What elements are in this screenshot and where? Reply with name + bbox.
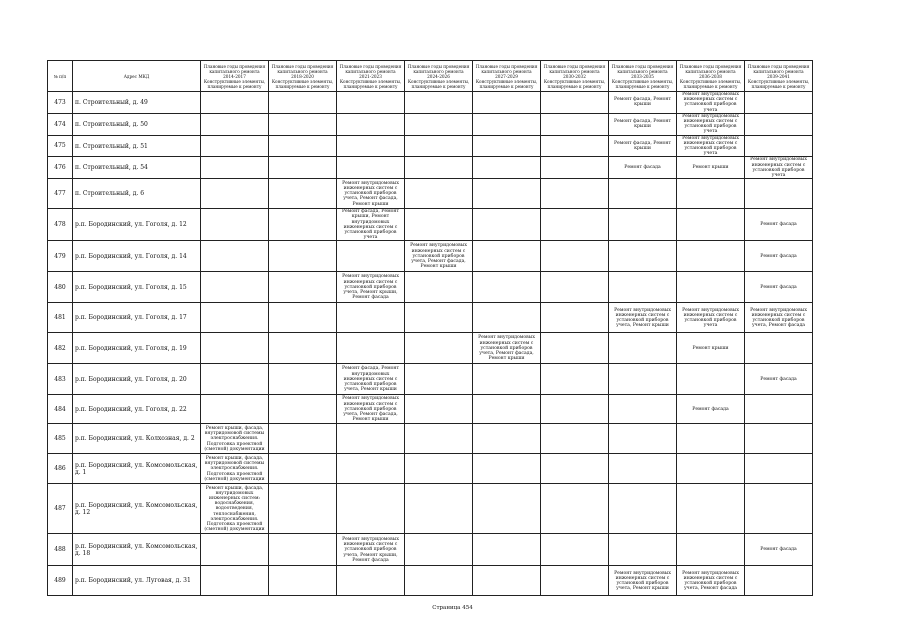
repair-cell: Ремонт внутридомовых инженерных систем с установкой приборов учета — [677, 113, 745, 135]
period-plan-label: Плановые годы проведения капитального ремонта — [339, 63, 402, 74]
repair-cell — [337, 241, 405, 272]
repair-cell: Ремонт внутридомовых инженерных систем с установкой приборов учета, Ремонт крыши — [609, 566, 677, 596]
column-header-num: № п/п — [48, 61, 73, 92]
row-number: 488 — [48, 534, 73, 566]
table-row — [48, 179, 813, 209]
repair-cell — [201, 157, 269, 179]
column-header-period — [609, 61, 677, 92]
row-number: 486 — [48, 454, 73, 484]
page-number: Страница 454 — [432, 605, 473, 611]
table-row — [48, 454, 813, 484]
repair-cell — [473, 272, 541, 303]
repair-cell — [541, 566, 609, 596]
repair-cell — [745, 484, 813, 534]
repair-cell: Ремонт внутридомовых инженерных систем с установкой приборов учета, Ремонт фасада, Ремонт крыши — [337, 395, 405, 424]
repair-cell — [269, 179, 337, 209]
repair-cell: Ремонт внутридомовых инженерных систем с установкой приборов учета — [677, 303, 745, 333]
repair-cell: Ремонт фасада, Ремонт крыши, Ремонт внутридомовых инженерных систем с установкой приборов учета — [337, 209, 405, 241]
table-row — [48, 534, 813, 566]
repair-cell — [541, 303, 609, 333]
row-address: р.п. Бородинский, ул. Гоголя, д. 14 — [73, 241, 201, 272]
repair-cell — [269, 157, 337, 179]
repair-cell — [337, 135, 405, 157]
repair-cell — [473, 157, 541, 179]
period-years: 2033-2035 — [631, 73, 654, 79]
repair-cell — [201, 272, 269, 303]
row-address: р.п. Бородинский, ул. Гоголя, д. 20 — [73, 364, 201, 395]
table-row — [48, 484, 813, 534]
row-number: 475 — [48, 135, 73, 157]
repair-cell — [541, 113, 609, 135]
repair-cell — [405, 135, 473, 157]
repair-cell — [201, 303, 269, 333]
repair-cell — [745, 113, 813, 135]
row-number: 480 — [48, 272, 73, 303]
repair-cell — [269, 534, 337, 566]
row-number: 474 — [48, 113, 73, 135]
repair-cell — [201, 135, 269, 157]
row-number: 487 — [48, 484, 73, 534]
repair-cell — [405, 179, 473, 209]
repair-cell — [677, 424, 745, 454]
period-elements-label: Конструктивные элементы, планируемые к ремонту — [679, 78, 742, 89]
table-row — [48, 395, 813, 424]
repair-cell — [541, 92, 609, 114]
repair-cell — [405, 303, 473, 333]
row-address: р.п. Бородинский, ул. Колхозная, д. 2 — [73, 424, 201, 454]
repair-cell — [541, 209, 609, 241]
repair-cell — [473, 113, 541, 135]
period-plan-label: Плановые годы проведения капитального ремонта — [271, 63, 334, 74]
repair-cell — [745, 424, 813, 454]
column-header-period — [541, 61, 609, 92]
repair-cell — [541, 272, 609, 303]
repair-cell: Ремонт фасада — [745, 209, 813, 241]
repair-cell — [609, 484, 677, 534]
period-elements-label: Конструктивные элементы, планируемые к ремонту — [611, 78, 674, 89]
table-row — [48, 113, 813, 135]
repair-cell: Ремонт внутридомовых инженерных систем с установкой приборов учета — [677, 135, 745, 157]
repair-cell: Ремонт фасада, Ремонт крыши — [609, 113, 677, 135]
repair-cell — [541, 135, 609, 157]
repair-cell — [269, 241, 337, 272]
repair-cell — [473, 179, 541, 209]
repair-cell — [269, 395, 337, 424]
repair-cell — [541, 454, 609, 484]
column-header-period — [201, 61, 269, 92]
repair-cell — [201, 92, 269, 114]
repair-cell — [541, 395, 609, 424]
repair-cell: Ремонт крыши, фасада, внутридомовой системы электроснабжения. Подготовка проектной (сметной) документации — [201, 454, 269, 484]
repair-cell: Ремонт крыши — [677, 333, 745, 364]
repair-cell — [269, 364, 337, 395]
column-header-address: Адрес МКД — [73, 61, 201, 92]
repair-cell — [609, 241, 677, 272]
repair-cell — [677, 179, 745, 209]
repair-cell — [609, 454, 677, 484]
row-address: п. Строительный, д. 6 — [73, 179, 201, 209]
repair-cell: Ремонт внутридомовых инженерных систем с установкой приборов учета, Ремонт крыши, Ремонт фасада — [337, 272, 405, 303]
period-plan-label: Плановые годы проведения капитального ремонта — [679, 63, 742, 74]
repair-cell — [405, 424, 473, 454]
table-row — [48, 566, 813, 596]
period-elements-label: Конструктивные элементы, планируемые к ремонту — [203, 78, 266, 89]
repair-cell: Ремонт фасада — [677, 395, 745, 424]
repair-cell — [473, 135, 541, 157]
repair-cell — [269, 454, 337, 484]
row-number: 485 — [48, 424, 73, 454]
repair-cell — [405, 92, 473, 114]
table-row — [48, 92, 813, 114]
row-address: р.п. Бородинский, ул. Гоголя, д. 22 — [73, 395, 201, 424]
table-row — [48, 241, 813, 272]
table-row — [48, 209, 813, 241]
repair-cell — [405, 209, 473, 241]
period-years: 2018-2020 — [291, 73, 314, 79]
repair-cell — [201, 364, 269, 395]
period-years: 2036-2038 — [699, 73, 722, 79]
repair-cell: Ремонт внутридомовых инженерных систем с установкой приборов учета — [677, 92, 745, 114]
repair-cell — [337, 92, 405, 114]
row-address: р.п. Бородинский, ул. Комсомольская, д. 12 — [73, 484, 201, 534]
repair-cell — [337, 113, 405, 135]
repair-cell: Ремонт внутридомовых инженерных систем с установкой приборов учета, Ремонт фасада, Ремонт крыши — [337, 179, 405, 209]
row-address: р.п. Бородинский, ул. Комсомольская, д. 18 — [73, 534, 201, 566]
row-number: 481 — [48, 303, 73, 333]
repair-cell — [269, 303, 337, 333]
repair-cell — [201, 179, 269, 209]
repair-cell — [541, 157, 609, 179]
repair-cell: Ремонт фасада — [745, 272, 813, 303]
repair-cell — [745, 92, 813, 114]
repair-cell — [405, 333, 473, 364]
repair-cell — [609, 333, 677, 364]
repair-cell — [609, 364, 677, 395]
repair-cell — [337, 484, 405, 534]
repair-cell: Ремонт внутридомовых инженерных систем с установкой приборов учета, Ремонт крыши, Ремонт фасада — [337, 534, 405, 566]
repair-cell — [473, 241, 541, 272]
repair-cell — [405, 395, 473, 424]
repair-cell — [473, 566, 541, 596]
period-elements-label: Конструктивные элементы, планируемые к ремонту — [271, 78, 334, 89]
repair-cell — [745, 179, 813, 209]
row-address: р.п. Бородинский, ул. Комсомольская, д. 1 — [73, 454, 201, 484]
period-plan-label: Плановые годы проведения капитального ремонта — [543, 63, 606, 74]
repair-cell — [201, 395, 269, 424]
repair-cell — [473, 534, 541, 566]
repair-cell — [269, 272, 337, 303]
repair-cell — [405, 566, 473, 596]
period-elements-label: Конструктивные элементы, планируемые к ремонту — [407, 78, 470, 89]
capital-repair-plan-table — [47, 60, 813, 596]
row-number: 473 — [48, 92, 73, 114]
repair-cell — [405, 272, 473, 303]
repair-cell — [337, 157, 405, 179]
row-number: 482 — [48, 333, 73, 364]
column-header-period — [745, 61, 813, 92]
repair-cell — [337, 333, 405, 364]
repair-cell — [541, 179, 609, 209]
repair-cell — [541, 484, 609, 534]
period-elements-label: Конструктивные элементы, планируемые к ремонту — [475, 78, 538, 89]
repair-cell: Ремонт крыши, фасада, внутридомовой системы электроснабжения. Подготовка проектной (сметной) документации — [201, 424, 269, 454]
period-years: 2021-2023 — [359, 73, 382, 79]
repair-cell — [677, 209, 745, 241]
table-row — [48, 333, 813, 364]
repair-cell — [609, 395, 677, 424]
repair-cell — [541, 424, 609, 454]
period-plan-label: Плановые годы проведения капитального ремонта — [475, 63, 538, 74]
period-elements-label: Конструктивные элементы, планируемые к ремонту — [543, 78, 606, 89]
repair-cell: Ремонт фасада — [745, 241, 813, 272]
period-plan-label: Плановые годы проведения капитального ремонта — [611, 63, 674, 74]
repair-cell — [609, 534, 677, 566]
period-years: 2024-2026 — [427, 73, 450, 79]
row-address: п. Строительный, д. 51 — [73, 135, 201, 157]
repair-cell — [677, 484, 745, 534]
row-address: р.п. Бородинский, ул. Гоголя, д. 17 — [73, 303, 201, 333]
repair-cell: Ремонт внутридомовых инженерных систем с установкой приборов учета — [745, 157, 813, 179]
repair-cell: Ремонт внутридомовых инженерных систем с установкой приборов учета, Ремонт фасада, Ремонт крыши — [473, 333, 541, 364]
repair-cell — [609, 209, 677, 241]
repair-cell — [405, 364, 473, 395]
repair-cell — [541, 534, 609, 566]
repair-cell: Ремонт фасада — [745, 534, 813, 566]
repair-cell — [405, 454, 473, 484]
repair-cell — [269, 424, 337, 454]
table-row — [48, 303, 813, 333]
repair-cell — [473, 424, 541, 454]
row-number: 489 — [48, 566, 73, 596]
repair-cell — [473, 364, 541, 395]
repair-cell — [745, 333, 813, 364]
repair-cell: Ремонт внутридомовых инженерных систем с установкой приборов учета, Ремонт фасада — [677, 566, 745, 596]
repair-cell: Ремонт внутридомовых инженерных систем с установкой приборов учета, Ремонт фасада, Ремонт крыши — [405, 241, 473, 272]
repair-cell — [269, 209, 337, 241]
repair-cell: Ремонт фасада, Ремонт крыши — [609, 135, 677, 157]
repair-cell — [745, 395, 813, 424]
repair-cell — [269, 566, 337, 596]
repair-cell — [473, 92, 541, 114]
row-number: 479 — [48, 241, 73, 272]
repair-cell — [405, 157, 473, 179]
repair-cell — [541, 364, 609, 395]
row-address: п. Строительный, д. 50 — [73, 113, 201, 135]
row-number: 477 — [48, 179, 73, 209]
repair-cell — [337, 454, 405, 484]
row-address: р.п. Бородинский, ул. Гоголя, д. 19 — [73, 333, 201, 364]
repair-cell — [269, 333, 337, 364]
column-header-period — [337, 61, 405, 92]
repair-cell: Ремонт фасада, Ремонт крыши — [609, 92, 677, 114]
period-elements-label: Конструктивные элементы, планируемые к ремонту — [339, 78, 402, 89]
period-plan-label: Плановые годы проведения капитального ремонта — [747, 63, 810, 74]
repair-cell — [201, 241, 269, 272]
repair-cell — [201, 113, 269, 135]
column-header-period — [677, 61, 745, 92]
repair-cell — [201, 534, 269, 566]
repair-cell — [337, 303, 405, 333]
row-address: р.п. Бородинский, ул. Гоголя, д. 15 — [73, 272, 201, 303]
row-address: р.п. Бородинский, ул. Гоголя, д. 12 — [73, 209, 201, 241]
repair-cell: Ремонт внутридомовых инженерных систем с установкой приборов учета, Ремонт крыши — [609, 303, 677, 333]
repair-cell — [609, 424, 677, 454]
repair-cell — [473, 454, 541, 484]
column-header-period — [269, 61, 337, 92]
repair-cell — [405, 484, 473, 534]
repair-cell: Ремонт крыши, фасада, внутридомовых инженерных систем: водоснабжения, водоотведения, теплоснабжения, электроснабжения. Подготовка проектной (сметной) документации — [201, 484, 269, 534]
table-row — [48, 272, 813, 303]
row-address: п. Строительный, д. 49 — [73, 92, 201, 114]
period-years: 2027-2029 — [495, 73, 518, 79]
repair-cell — [473, 484, 541, 534]
row-number: 484 — [48, 395, 73, 424]
table-row — [48, 157, 813, 179]
repair-cell — [677, 272, 745, 303]
repair-cell — [473, 209, 541, 241]
repair-cell — [269, 135, 337, 157]
period-years: 2014-2017 — [223, 73, 246, 79]
period-plan-label: Плановые годы проведения капитального ремонта — [407, 63, 470, 74]
repair-cell — [269, 92, 337, 114]
repair-cell: Ремонт внутридомовых инженерных систем с установкой приборов учета, Ремонт фасада — [745, 303, 813, 333]
row-number: 478 — [48, 209, 73, 241]
row-number: 483 — [48, 364, 73, 395]
row-address: р.п. Бородинский, ул. Луговая, д. 31 — [73, 566, 201, 596]
repair-cell — [337, 424, 405, 454]
column-header-period — [473, 61, 541, 92]
row-number: 476 — [48, 157, 73, 179]
repair-cell — [609, 272, 677, 303]
repair-cell — [609, 179, 677, 209]
repair-cell — [677, 364, 745, 395]
repair-cell — [405, 113, 473, 135]
table-row — [48, 135, 813, 157]
repair-cell — [201, 209, 269, 241]
repair-cell — [745, 566, 813, 596]
table-row — [48, 424, 813, 454]
repair-cell — [269, 113, 337, 135]
repair-cell — [677, 241, 745, 272]
repair-cell — [269, 484, 337, 534]
repair-cell: Ремонт фасада — [609, 157, 677, 179]
repair-cell — [677, 534, 745, 566]
period-years: 2030-2032 — [563, 73, 586, 79]
repair-cell — [677, 454, 745, 484]
repair-cell — [405, 534, 473, 566]
repair-cell — [541, 333, 609, 364]
repair-cell — [337, 566, 405, 596]
period-plan-label: Плановые годы проведения капитального ремонта — [203, 63, 266, 74]
repair-cell — [745, 135, 813, 157]
repair-cell — [473, 303, 541, 333]
period-elements-label: Конструктивные элементы, планируемые к ремонту — [747, 78, 810, 89]
repair-cell — [541, 241, 609, 272]
repair-cell — [745, 454, 813, 484]
repair-cell — [201, 566, 269, 596]
repair-cell: Ремонт фасада — [745, 364, 813, 395]
repair-cell: Ремонт крыши — [677, 157, 745, 179]
repair-cell: Ремонт фасада, Ремонт внутридомовых инженерных систем с установкой приборов учета, Ремонт крыши — [337, 364, 405, 395]
repair-cell — [201, 333, 269, 364]
period-years: 2039-2041 — [767, 73, 790, 79]
column-header-period — [405, 61, 473, 92]
row-address: п. Строительный, д. 54 — [73, 157, 201, 179]
repair-cell — [473, 395, 541, 424]
table-row — [48, 364, 813, 395]
